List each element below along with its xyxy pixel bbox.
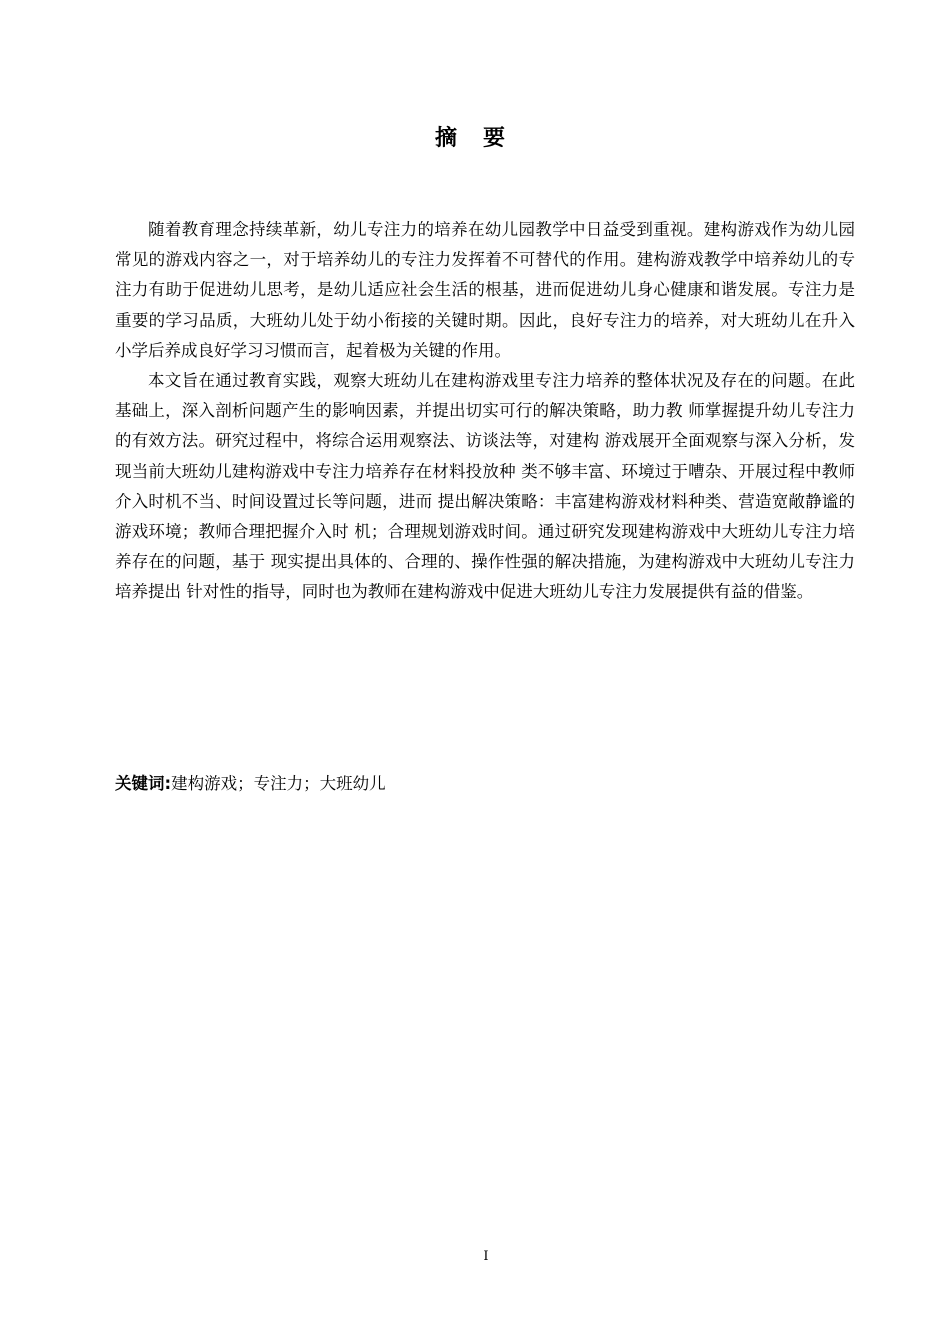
abstract-paragraph-1: 随着教育理念持续革新，幼儿专注力的培养在幼儿园教学中日益受到重视。建构游戏作为幼儿园常见的游戏内容之一，对于培养幼儿的专注力发挥着不可替代的作用。建构游戏教学中培养幼儿的专注力有助于促进幼儿思考，是幼儿适应社会生活的根基，进而促进幼儿身心健康和谐发展。专注力是重要的学习品质，大班幼儿处于幼小衔接的关键时期。因此，良好专注力的培养，对大班幼儿在升入小学后养成良好学习习惯而言，起着极为关键的作用。	[115, 220, 855, 360]
keywords-label: 关键词:	[115, 774, 172, 793]
abstract-title: 摘要	[434, 126, 531, 151]
keywords-line	[115, 770, 855, 798]
abstract-body	[115, 215, 855, 608]
keywords-value: 建构游戏；专注力；大班幼儿	[171, 774, 386, 793]
page-number: I	[483, 1249, 489, 1264]
abstract-paragraph-2: 本文旨在通过教育实践，观察大班幼儿在建构游戏里专注力培养的整体状况及存在的问题。在此基础上，深入剖析问题产生的影响因素，并提出切实可行的解决策略，助力教 师掌握提升幼儿专注力的有效方法。研究过程中，将综合运用观察法、访谈法等，对建构 游戏展开全面观察与深入分析，发现当前大班幼儿建构游戏中专注力培养存在材料投放种 类不够丰富、环境过于嘈杂、开展过程中教师介入时机不当、时间设置过长等问题，进而 提出解决策略：丰富建构游戏材料种类、营造宽敞静谧的游戏环境；教师合理把握介入时 机；合理规划游戏时间。通过研究发现建构游戏中大班幼儿专注力培养存在的问题，基于 现实提出具体的、合理的、操作性强的解决措施，为建构游戏中大班幼儿专注力培养提出 针对性的指导，同时也为教师在建构游戏中促进大班幼儿专注力发展提供有益的借鉴。	[115, 371, 855, 602]
